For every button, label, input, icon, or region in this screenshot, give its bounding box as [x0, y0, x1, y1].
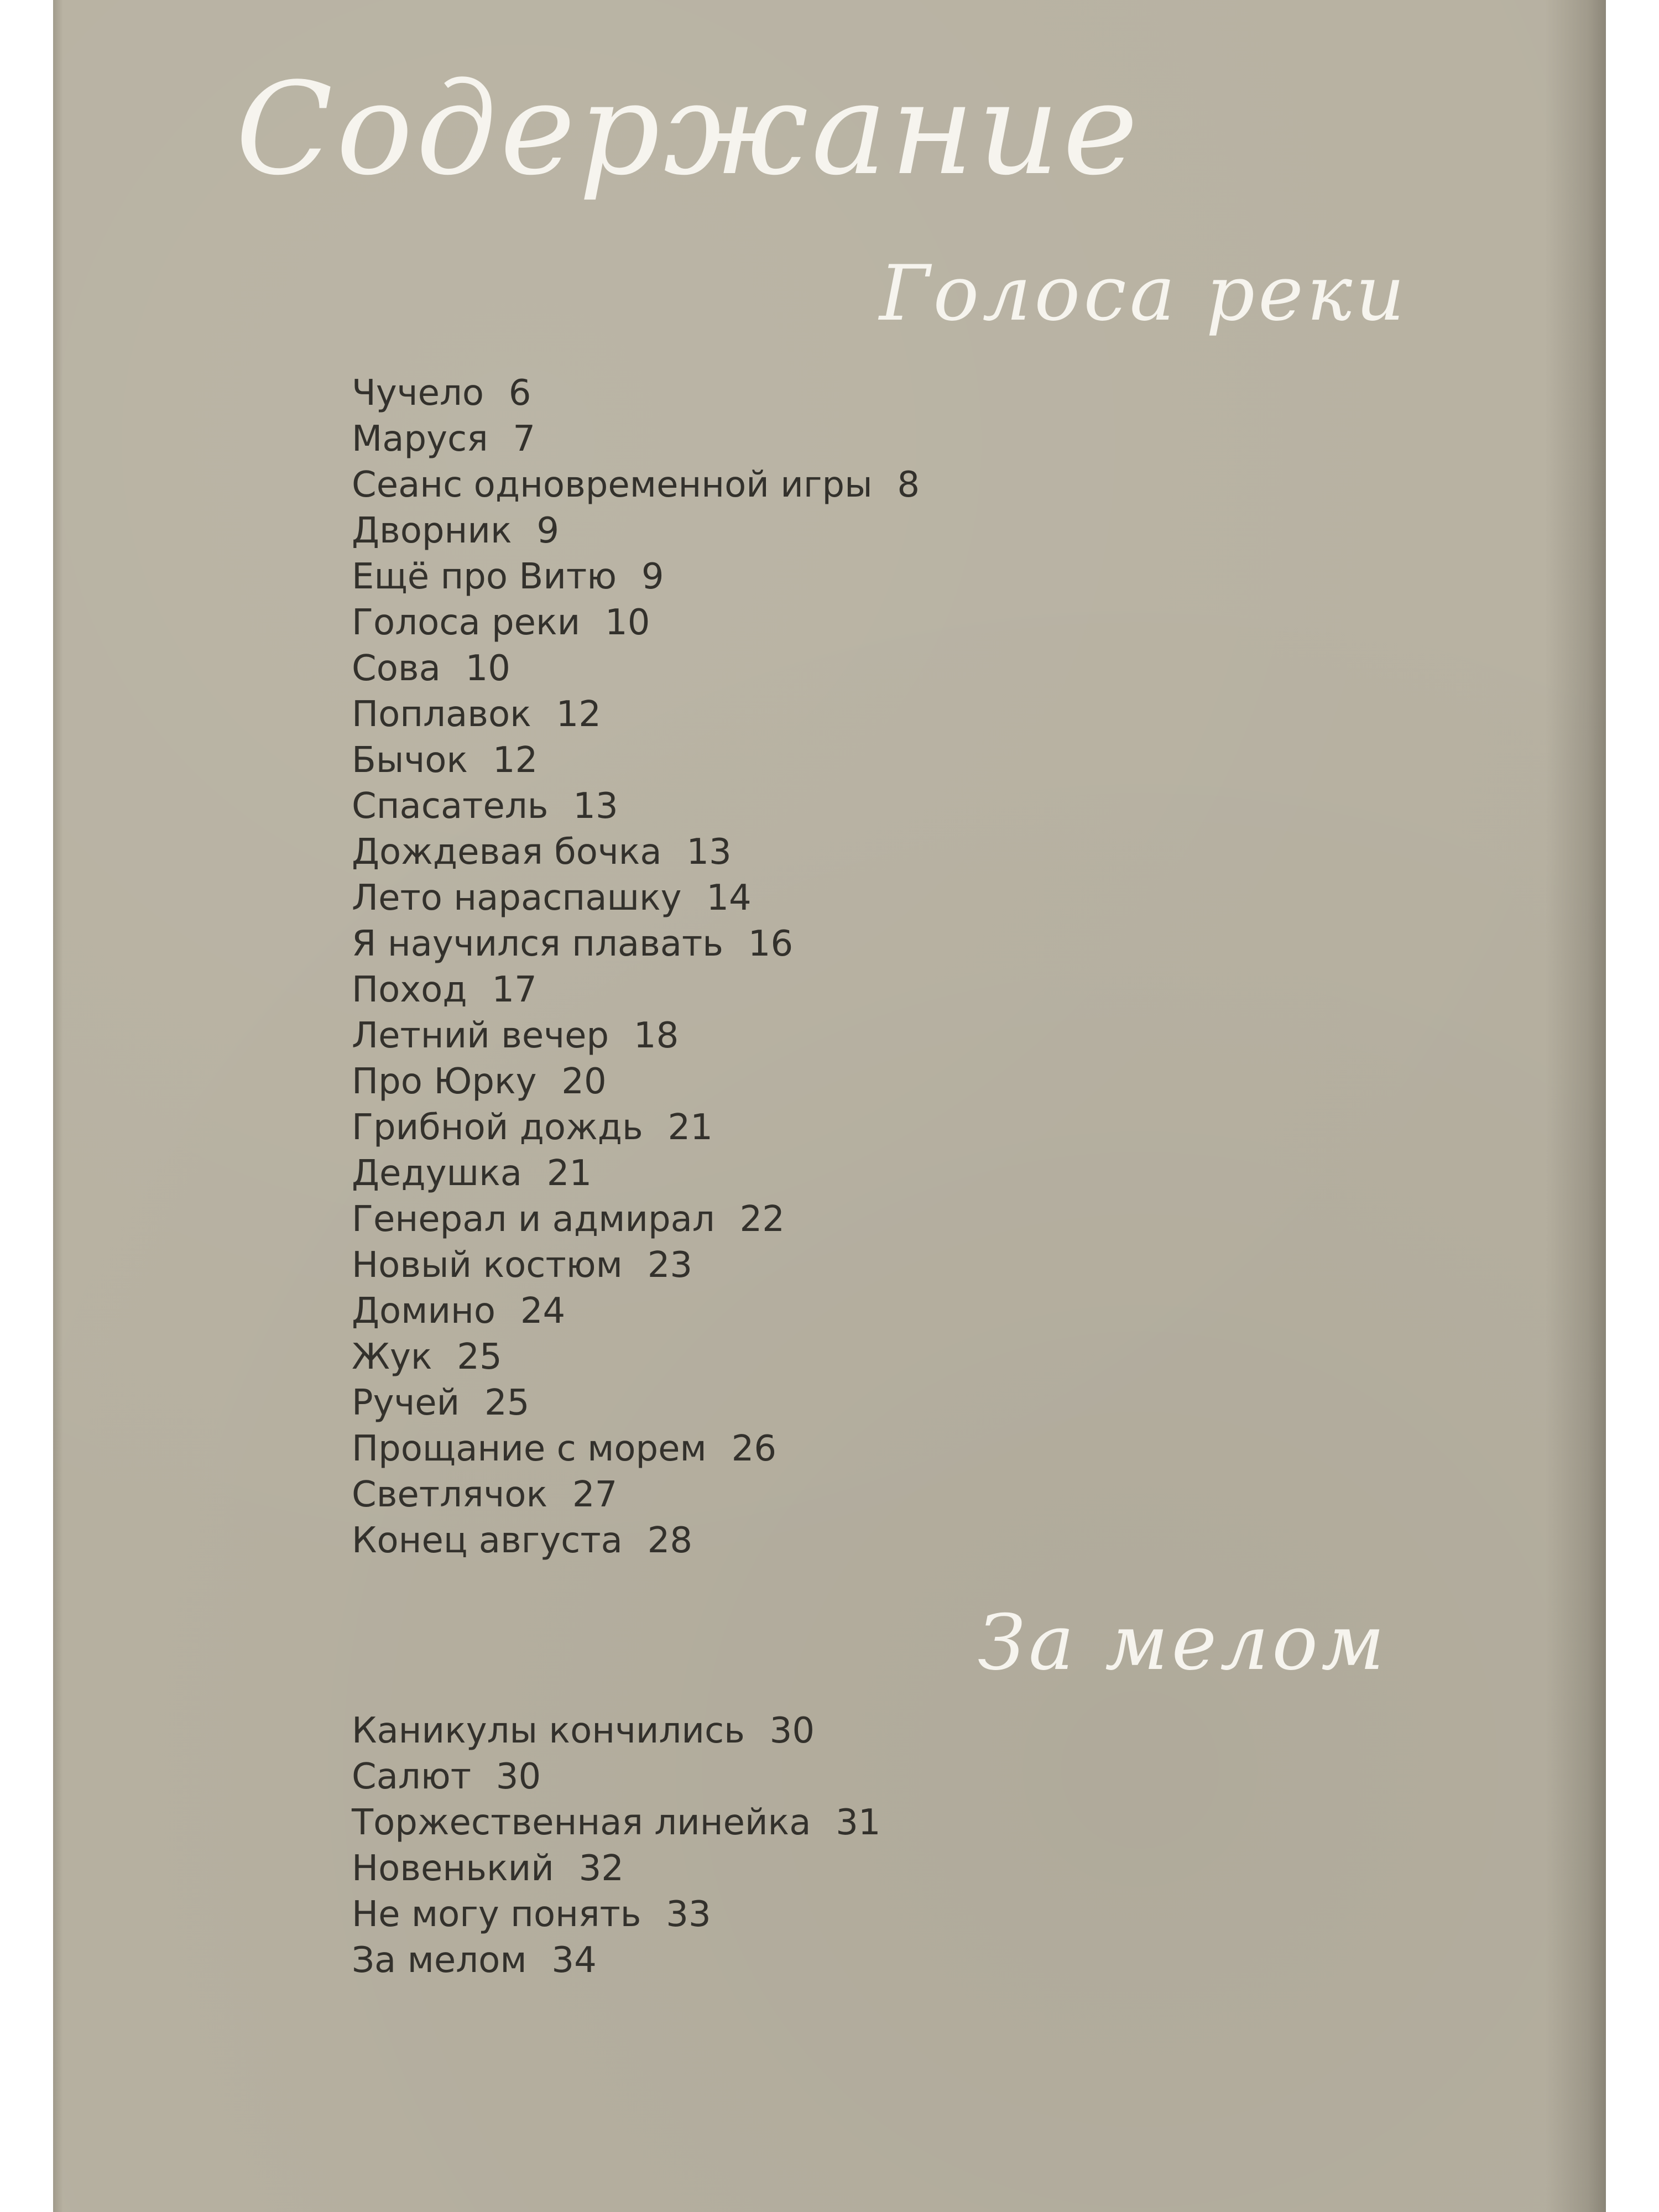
toc-entry-title: Генерал и адмирал	[352, 1199, 715, 1240]
paper-page	[53, 0, 1606, 2212]
toc-entry-title: Про Юрку	[352, 1061, 537, 1102]
toc-entry-page: 7	[513, 419, 536, 460]
toc-list-golosa-reki	[352, 371, 920, 1564]
toc-entry-page: 9	[641, 556, 664, 597]
toc-entry	[352, 1472, 920, 1518]
toc-entry	[352, 1013, 920, 1059]
toc-entry-title: Поход	[352, 969, 467, 1010]
toc-entry-title: Прощание с морем	[352, 1428, 707, 1469]
toc-entry-title: Ещё про Витю	[352, 556, 617, 597]
toc-entry-page: 10	[605, 602, 650, 643]
toc-entry-page: 23	[647, 1245, 693, 1286]
toc-entry	[352, 646, 920, 692]
toc-entry-title: Дедушка	[352, 1153, 522, 1194]
toc-entry-page: 25	[484, 1383, 530, 1423]
toc-entry	[352, 1846, 881, 1892]
toc-entry-title: Голоса реки	[352, 602, 581, 643]
toc-entry-page: 28	[647, 1520, 693, 1561]
toc-entry	[352, 462, 920, 508]
toc-entry	[352, 508, 920, 554]
toc-entry-title: Новый костюм	[352, 1245, 623, 1286]
toc-entry	[352, 1754, 881, 1800]
toc-entry-page: 9	[536, 510, 560, 551]
toc-entry-title: Ручей	[352, 1383, 460, 1423]
toc-entry-title: Каникулы кончились	[352, 1710, 745, 1751]
toc-entry-title: Спасатель	[352, 786, 549, 827]
toc-entry-title: Лето нараспашку	[352, 878, 682, 919]
toc-entry-page: 18	[633, 1015, 679, 1056]
toc-entry-page: 32	[578, 1848, 624, 1889]
toc-entry	[352, 371, 920, 416]
toc-entry-title: Чучело	[352, 373, 484, 414]
toc-entry	[352, 784, 920, 830]
toc-entry	[352, 1892, 881, 1938]
page-edge-shadow	[53, 0, 63, 2212]
section-heading-za-melom: За мелом	[978, 1598, 1388, 1687]
toc-entry	[352, 1938, 881, 1984]
toc-entry-title: Конец августа	[352, 1520, 623, 1561]
toc-entry-page: 33	[666, 1894, 711, 1935]
toc-entry-page: 17	[492, 969, 537, 1010]
toc-entry-title: Летний вечер	[352, 1015, 609, 1056]
toc-entry	[352, 600, 920, 646]
toc-entry-page: 20	[561, 1061, 607, 1102]
toc-entry-title: Не могу понять	[352, 1894, 641, 1935]
toc-entry	[352, 1288, 920, 1334]
toc-entry-page: 8	[897, 465, 920, 505]
toc-entry	[352, 1380, 920, 1426]
toc-entry	[352, 1426, 920, 1472]
toc-entry-title: Светлячок	[352, 1474, 548, 1515]
toc-entry-page: 14	[706, 878, 752, 919]
spine-shadow	[1545, 0, 1606, 2212]
toc-entry-title: Грибной дождь	[352, 1107, 643, 1148]
toc-entry	[352, 1518, 920, 1564]
toc-entry	[352, 554, 920, 600]
toc-entry-page: 34	[551, 1940, 597, 1981]
toc-entry-title: Дождевая бочка	[352, 832, 662, 873]
toc-entry-page: 12	[492, 740, 538, 781]
toc-entry-title: Поплавок	[352, 694, 531, 735]
toc-entry-page: 22	[739, 1199, 785, 1240]
toc-entry	[352, 921, 920, 967]
toc-entry-title: Салют	[352, 1756, 471, 1797]
toc-entry-page: 21	[667, 1107, 713, 1148]
toc-entry	[352, 1243, 920, 1288]
toc-entry-page: 13	[573, 786, 618, 827]
page-title: Содержание	[236, 56, 1141, 204]
toc-entry-title: Сова	[352, 648, 441, 689]
toc-entry	[352, 692, 920, 738]
toc-entry-title: Я научился плавать	[352, 924, 723, 964]
toc-entry	[352, 875, 920, 921]
toc-entry-page: 24	[520, 1291, 566, 1332]
toc-entry-page: 16	[748, 924, 794, 964]
toc-entry-title: Домино	[352, 1291, 496, 1332]
toc-entry	[352, 1708, 881, 1754]
toc-entry-page: 31	[836, 1802, 881, 1843]
toc-entry-page: 30	[495, 1756, 541, 1797]
toc-entry	[352, 967, 920, 1013]
toc-entry-page: 30	[769, 1710, 815, 1751]
toc-entry	[352, 1151, 920, 1197]
toc-entry	[352, 738, 920, 784]
toc-entry-title: Бычок	[352, 740, 468, 781]
toc-entry-page: 12	[556, 694, 602, 735]
toc-entry	[352, 1800, 881, 1846]
toc-entry	[352, 830, 920, 875]
toc-entry	[352, 1334, 920, 1380]
toc-entry-page: 6	[508, 373, 531, 414]
toc-entry-page: 26	[731, 1428, 777, 1469]
toc-entry	[352, 416, 920, 462]
toc-entry-page: 25	[457, 1337, 502, 1378]
toc-entry-title: Маруся	[352, 419, 488, 460]
toc-entry-title: Дворник	[352, 510, 512, 551]
toc-entry	[352, 1105, 920, 1151]
toc-entry-page: 13	[686, 832, 732, 873]
toc-entry-title: Новенький	[352, 1848, 554, 1889]
toc-entry-page: 27	[572, 1474, 618, 1515]
toc-entry-page: 21	[546, 1153, 592, 1194]
toc-entry-page: 10	[465, 648, 511, 689]
toc-entry	[352, 1197, 920, 1243]
toc-entry-title: Жук	[352, 1337, 432, 1378]
toc-entry-title: Сеанс одновременной игры	[352, 465, 873, 505]
toc-entry	[352, 1059, 920, 1105]
section-heading-golosa-reki: Голоса реки	[879, 249, 1408, 338]
toc-entry-title: За мелом	[352, 1940, 527, 1981]
toc-list-za-melom	[352, 1708, 881, 1984]
toc-entry-title: Торжественная линейка	[352, 1802, 811, 1843]
